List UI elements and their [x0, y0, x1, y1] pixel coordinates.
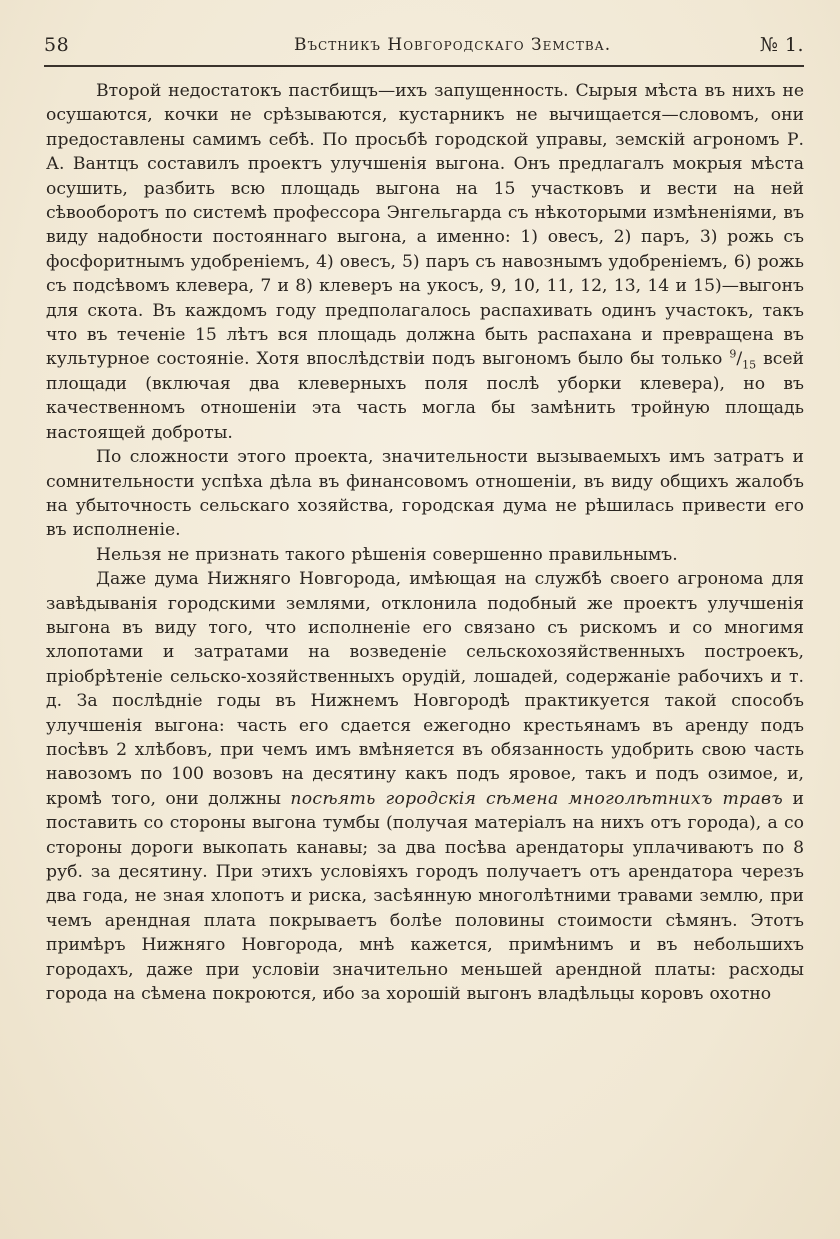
article-body: [46, 79, 804, 1006]
paragraph-3: [46, 543, 804, 567]
italic-phrase: посѣять городскія сѣмена многолѣтнихъ травъ: [290, 788, 784, 809]
page-number: 58: [44, 34, 70, 56]
fraction: $^9/_{15}$: [729, 347, 757, 372]
paragraph-2-text: По сложности этого проекта, значительности вызываемыхъ имъ затратъ и сомнительности успѣха дѣла въ финансовомъ отношеніи, въ виду общихъ жалобъ на убыточность сельскаго хозяйства, городская дума не рѣшилась привести его въ исполненіе.: [46, 447, 804, 541]
paragraph-4-text-a: Даже дума Нижняго Новгорода, имѣющая на службѣ своего агронома для завѣдыванія городскими землями, отклонила подобный же проектъ улучшенія выгона въ виду того, что исполненіе его связано съ рискомъ и со многимя хлопотами и затратами на возведеніе сельскохозяйственныхъ построекъ, пріобрѣтеніе сельско-хозяйственныхъ орудій, лошадей, содержаніе рабочихъ и т. д. За послѣдніе годы въ Нижнемъ Новгородѣ практикуется такой способъ улучшенія выгона: часть его сдается ежегодно крестьянамъ въ аренду подъ посѣвъ 2 хлѣбовъ, при чемъ имъ вмѣняется въ обязанность удобрить свою часть навозомъ по 100 возовъ на десятину какъ подъ яровое, такъ и подъ озимое, и, кромѣ того, они должны: [46, 569, 804, 809]
header-rule: [44, 65, 804, 67]
paragraph-1: [46, 79, 804, 445]
paragraph-1-text-a: Второй недостатокъ пастбищъ—ихъ запущенность. Сырыя мѣста въ нихъ не осушаются, кочки не срѣзываются, кустарникъ не вычищается—словомъ, они предоставлены самимъ себѣ. По просьбѣ городской управы, земскій агрономъ Р. А. Вантцъ составилъ проектъ улучшенія выгона. Онъ предлагалъ мокрыя мѣста осушить, разбить всю площадь выгона на 15 участковъ и вести на ней сѣвооборотъ по системѣ профессора Энгельгарда съ нѣкоторыми измѣненіями, въ виду надобности постояннаго выгона, а именно: 1) овесъ, 2) паръ, 3) рожь съ фосфоритнымъ удобреніемъ, 4) овесъ, 5) паръ съ навознымъ удобреніемъ, 6) рожь съ подсѣвомъ клевера, 7 и 8) клеверъ на укосъ, 9, 10, 11, 12, 13, 14 и 15)—выгонъ для скота. Въ каждомъ году предполагалось распахивать одинъ участокъ, такъ что въ теченіе 15 лѣтъ вся площадь должна быть распахана и превращена въ культурное состояніе. Хотя впослѣдствіи подъ выгономъ было бы только: [46, 81, 804, 370]
paragraph-4-text-b: и поставить со стороны выгона тумбы (получая матеріалъ на нихъ отъ города), а со стороны дороги выкопать канавы; за два посѣва арендаторы уплачиваютъ по 8 руб. за десятину. При этихъ условіяхъ городъ получаетъ отъ арендатора черезъ два года, не зная хлопотъ и риска, засѣянную многолѣтними травами землю, при чемъ арендная плата покрываетъ болѣе половины стоимости сѣмянъ. Этотъ примѣръ Нижняго Новгорода, мнѣ кажется, примѣнимъ и въ небольшихъ городахъ, даже при условіи значительно меньшей арендной платы: расходы города на сѣмена покроются, ибо за хорошій выгонъ владѣльцы коровъ охотно: [46, 788, 804, 1005]
paragraph-4: [46, 567, 804, 1006]
fraction-denominator: 15: [742, 358, 757, 372]
paragraph-1-text-b: всей площади (включая два клеверныхъ поля послѣ уборки клевера), но въ качественномъ отношеніи эта часть могла бы замѣнить тройную площадь настоящей доброты.: [46, 349, 804, 443]
issue-number: № 1.: [759, 34, 804, 56]
fraction-numerator: 9: [729, 347, 737, 361]
journal-title: Въстникъ Новгородскаго Земства.: [294, 35, 612, 55]
paragraph-3-text: Нельзя не признать такого рѣшенія совершенно правильнымъ.: [96, 544, 678, 565]
running-header: [44, 34, 804, 62]
paragraph-2: [46, 445, 804, 543]
